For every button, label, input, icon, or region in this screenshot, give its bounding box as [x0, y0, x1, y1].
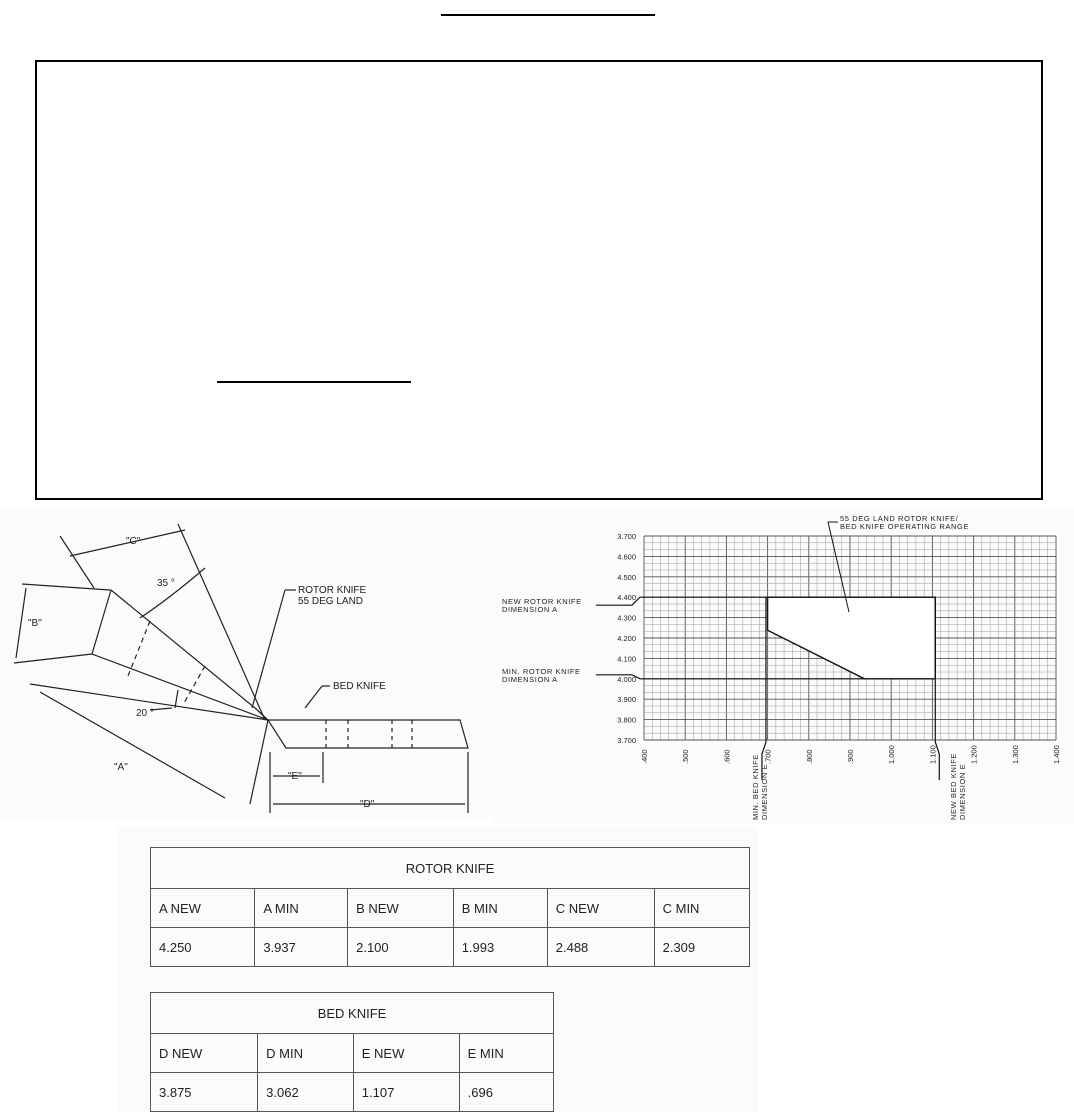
rotor-header-cell: B NEW: [348, 889, 454, 928]
bed-header-cell: D NEW: [151, 1034, 258, 1073]
rotor-knife-table: [150, 847, 750, 967]
note-box: [35, 60, 1043, 500]
label-angle-20: 20 °: [136, 708, 154, 719]
operating-range-chart-svg: [492, 508, 1074, 824]
rotor-value-cell: 2.100: [348, 928, 454, 967]
range-label-1: 55 DEG LAND ROTOR KNIFE/: [840, 514, 959, 523]
y-tick-label: 4.200: [617, 634, 636, 643]
rotor-header-cell: B MIN: [453, 889, 547, 928]
rotor-value-cell: 1.993: [453, 928, 547, 967]
y-tick-label: 3.700: [617, 532, 636, 541]
label-bed-knife: BED KNIFE: [333, 681, 386, 692]
rotor-header-cell: A MIN: [255, 889, 348, 928]
min-e-label-2: DIMENSION E: [760, 763, 769, 820]
rotor-header-cell: A NEW: [151, 889, 255, 928]
label-c: "C": [126, 536, 141, 547]
new-e-label-1: NEW BED KNIFE: [949, 753, 958, 820]
y-tick-label: 4.100: [617, 654, 636, 664]
y-tick-label: 4.600: [617, 552, 636, 562]
label-a: "A": [114, 762, 128, 773]
bed-value-cell: .696: [459, 1073, 553, 1112]
y-tick-label: 4.400: [617, 593, 636, 603]
x-tick-label: .500: [681, 749, 691, 764]
y-tick-label: 3.800: [617, 715, 636, 725]
bed-value-cell: 3.062: [258, 1073, 354, 1112]
label-rotor-knife: ROTOR KNIFE: [298, 585, 367, 596]
x-tick-label: .800: [804, 749, 814, 764]
min-a-label-1: MIN. ROTOR KNIFE: [502, 667, 581, 676]
range-label-2: BED KNIFE OPERATING RANGE: [840, 522, 970, 531]
spec-tables-panel: [118, 826, 758, 1112]
bed-header-cell: E NEW: [353, 1034, 459, 1073]
bed-header-cell: E MIN: [459, 1034, 553, 1073]
x-tick-label: .900: [846, 749, 855, 764]
x-tick-label: 1.000: [887, 745, 897, 764]
new-a-label-2: DIMENSION A: [502, 605, 558, 614]
label-e: "E": [288, 771, 302, 782]
rotor-table-title: ROTOR KNIFE: [151, 848, 750, 889]
rotor-header-cell: C NEW: [547, 889, 654, 928]
x-tick-label: .700: [763, 749, 773, 764]
x-tick-label: 1.200: [969, 745, 979, 764]
label-d: "D": [360, 799, 375, 810]
title-underline: [441, 14, 655, 16]
operating-range-chart: [492, 508, 1074, 824]
rotor-knife-shape: [92, 590, 268, 720]
label-55-deg-land: 55 DEG LAND: [298, 596, 364, 607]
operating-range-area: [768, 597, 936, 679]
note-underline: [217, 381, 411, 383]
rotor-header-cell: C MIN: [654, 889, 749, 928]
label-b: "B": [28, 618, 42, 629]
rotor-value-cell: 2.309: [654, 928, 749, 967]
bed-knife-shape: [268, 720, 468, 748]
x-tick-label: .400: [640, 749, 649, 764]
min-e-label-1: MIN. BED KNIFE: [751, 754, 760, 820]
x-tick-label: .600: [722, 749, 732, 764]
y-tick-label: 3.700: [617, 736, 636, 745]
min-a-reference-line: [596, 675, 864, 679]
rotor-value-cell: 2.488: [547, 928, 654, 967]
y-tick-label: 4.000: [617, 674, 636, 684]
rotor-value-cell: 4.250: [151, 928, 255, 967]
y-tick-label: 3.900: [617, 695, 636, 705]
new-e-label-2: DIMENSION E: [958, 763, 967, 820]
x-tick-label: 1.400: [1052, 745, 1061, 764]
bed-knife-table: [150, 992, 554, 1112]
knife-diagram-svg: [0, 508, 492, 818]
rotor-value-cell: 3.937: [255, 928, 348, 967]
x-tick-label: 1.300: [1010, 745, 1020, 764]
bed-header-cell: D MIN: [258, 1034, 354, 1073]
y-tick-label: 4.500: [617, 572, 636, 582]
bed-value-cell: 1.107: [353, 1073, 459, 1112]
min-a-label-2: DIMENSION A: [502, 675, 558, 684]
y-tick-label: 4.300: [617, 613, 636, 623]
knife-diagram: [0, 508, 492, 818]
bed-table-title: BED KNIFE: [151, 993, 554, 1034]
x-tick-label: 1.100: [928, 745, 938, 764]
bed-value-cell: 3.875: [151, 1073, 258, 1112]
new-a-label-1: NEW ROTOR KNIFE: [502, 597, 582, 606]
label-angle-35: 35 °: [157, 578, 175, 589]
